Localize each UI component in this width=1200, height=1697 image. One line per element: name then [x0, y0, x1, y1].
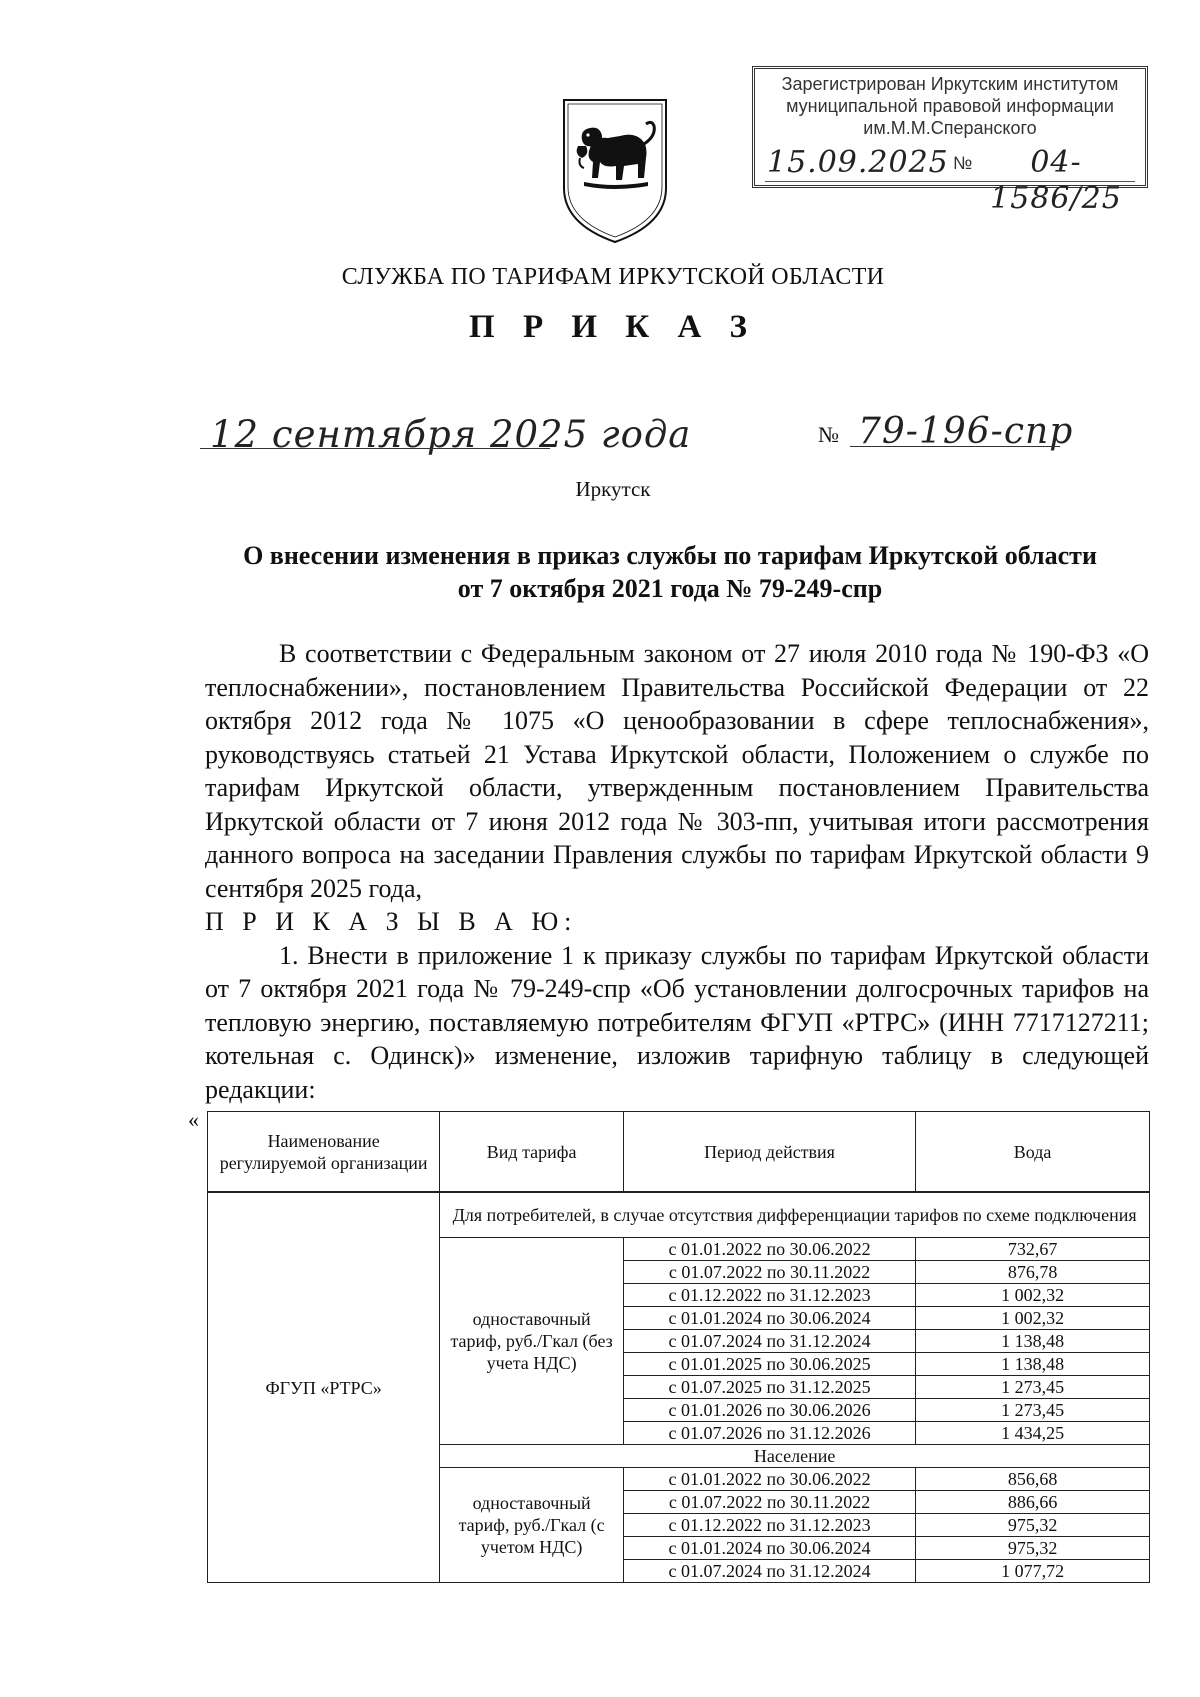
item-1-paragraph: 1. Внести в приложение 1 к приказу службы по тарифам Иркутской области от 7 октября 2021 года № 79-249-спр «Об установлении долгосрочных тарифов на тепловую энергию, поставляемую потребителям ФГУП «РТРС» (ИНН 7717127211; котельная с. Одинск)» изменение, изложив тарифную таблицу в следующей редакции: — [205, 940, 1149, 1104]
value-cell: 732,67 — [916, 1238, 1150, 1261]
stamp-number: 04-1586/25 — [990, 145, 1122, 216]
order-word: П Р И К А З Ы В А Ю: — [205, 907, 578, 936]
registration-stamp — [752, 66, 1148, 216]
stamp-line-1: Зарегистрирован Иркутским институтом — [781, 74, 1119, 94]
period-cell: с 01.07.2024 по 31.12.2024 — [623, 1330, 915, 1353]
stamp-handwritten-line — [765, 145, 1135, 216]
subject-line-1: О внесении изменения в приказ службы по тарифам Иркутской области — [243, 541, 1097, 570]
preamble-paragraph: В соответствии с Федеральным законом от 27 июля 2010 года № 190-ФЗ «О теплоснабжении», постановлением Правительства Российской Федерации от 22 октября 2012 года № 1075 «О ценообразовании в сфере теплоснабжения», руководствуясь статьей 21 Устава Иркутской области, Положением о службе по тарифам Иркутской области, утвержденным постановлением Правительства Иркутской области от 7 июня 2012 года № 303-пп, учитывая итоги рассмотрения данного вопроса на заседании Правления службы по тарифам Иркутской области 9 сентября 2025 года, — [205, 639, 1149, 903]
subject-line-2: от 7 октября 2021 года № 79-249-спр — [457, 574, 883, 603]
order-date: 12 сентября 2025 года — [210, 413, 692, 456]
agency-name: СЛУЖБА ПО ТАРИФАМ ИРКУТСКОЙ ОБЛАСТИ — [341, 264, 885, 290]
stamp-number-sign: № — [953, 153, 973, 173]
number-underline — [850, 446, 1060, 447]
header-organization: Наименование регулируемой организации — [208, 1112, 440, 1193]
period-cell: с 01.07.2025 по 31.12.2025 — [623, 1376, 915, 1399]
date-underline — [200, 448, 550, 449]
value-cell: 856,68 — [916, 1468, 1150, 1491]
document-type: П Р И К А З — [469, 309, 757, 345]
value-cell: 876,78 — [916, 1261, 1150, 1284]
value-cell: 1 077,72 — [916, 1560, 1150, 1583]
period-cell: с 01.01.2024 по 30.06.2024 — [623, 1307, 915, 1330]
order-number-sign: № — [818, 422, 839, 447]
order-subject — [190, 539, 1150, 605]
table-header-row — [208, 1112, 1150, 1193]
section-2-tariff-type: одноставочный тариф, руб./Гкал (с учетом НДС) — [440, 1468, 624, 1583]
section-2-title: Население — [440, 1445, 1150, 1468]
period-cell: с 01.01.2025 по 30.06.2025 — [623, 1353, 915, 1376]
opening-quote: « — [188, 1107, 199, 1132]
order-number: 79-196-спр — [858, 411, 1074, 452]
value-cell: 1 138,48 — [916, 1353, 1150, 1376]
period-cell: с 01.01.2024 по 30.06.2024 — [623, 1537, 915, 1560]
section-title-row — [208, 1192, 1150, 1238]
period-cell: с 01.01.2022 по 30.06.2022 — [623, 1468, 915, 1491]
stamp-date: 15.09.2025 — [767, 145, 949, 180]
period-cell: с 01.12.2022 по 31.12.2023 — [623, 1514, 915, 1537]
tariff-table — [207, 1111, 1150, 1583]
organization-cell: ФГУП «РТРС» — [208, 1192, 440, 1583]
period-cell: с 01.12.2022 по 31.12.2023 — [623, 1284, 915, 1307]
value-cell: 1 273,45 — [916, 1376, 1150, 1399]
irkutsk-coat-of-arms-icon — [560, 96, 670, 246]
value-cell: 975,32 — [916, 1514, 1150, 1537]
stamp-line-2: муниципальной правовой информации — [786, 96, 1114, 116]
period-cell: с 01.07.2022 по 30.11.2022 — [623, 1491, 915, 1514]
period-cell: с 01.01.2022 по 30.06.2022 — [623, 1238, 915, 1261]
order-body — [205, 637, 1149, 1106]
value-cell: 1 002,32 — [916, 1284, 1150, 1307]
period-cell: с 01.07.2026 по 31.12.2026 — [623, 1422, 915, 1445]
value-cell: 975,32 — [916, 1537, 1150, 1560]
value-cell: 1 273,45 — [916, 1399, 1150, 1422]
period-cell: с 01.01.2026 по 30.06.2026 — [623, 1399, 915, 1422]
value-cell: 1 002,32 — [916, 1307, 1150, 1330]
value-cell: 1 138,48 — [916, 1330, 1150, 1353]
header-tariff-type: Вид тарифа — [440, 1112, 624, 1193]
header-period: Период действия — [623, 1112, 915, 1193]
value-cell: 886,66 — [916, 1491, 1150, 1514]
period-cell: с 01.07.2022 по 30.11.2022 — [623, 1261, 915, 1284]
section-1-tariff-type: одноставочный тариф, руб./Гкал (без учета НДС) — [440, 1238, 624, 1445]
city: Иркутск — [575, 477, 651, 501]
section-1-title: Для потребителей, в случае отсутствия дифференциации тарифов по схеме подключения — [440, 1192, 1150, 1238]
period-cell: с 01.07.2024 по 31.12.2024 — [623, 1560, 915, 1583]
stamp-line-3: им.М.М.Сперанского — [863, 118, 1037, 138]
value-cell: 1 434,25 — [916, 1422, 1150, 1445]
header-water: Вода — [916, 1112, 1150, 1193]
